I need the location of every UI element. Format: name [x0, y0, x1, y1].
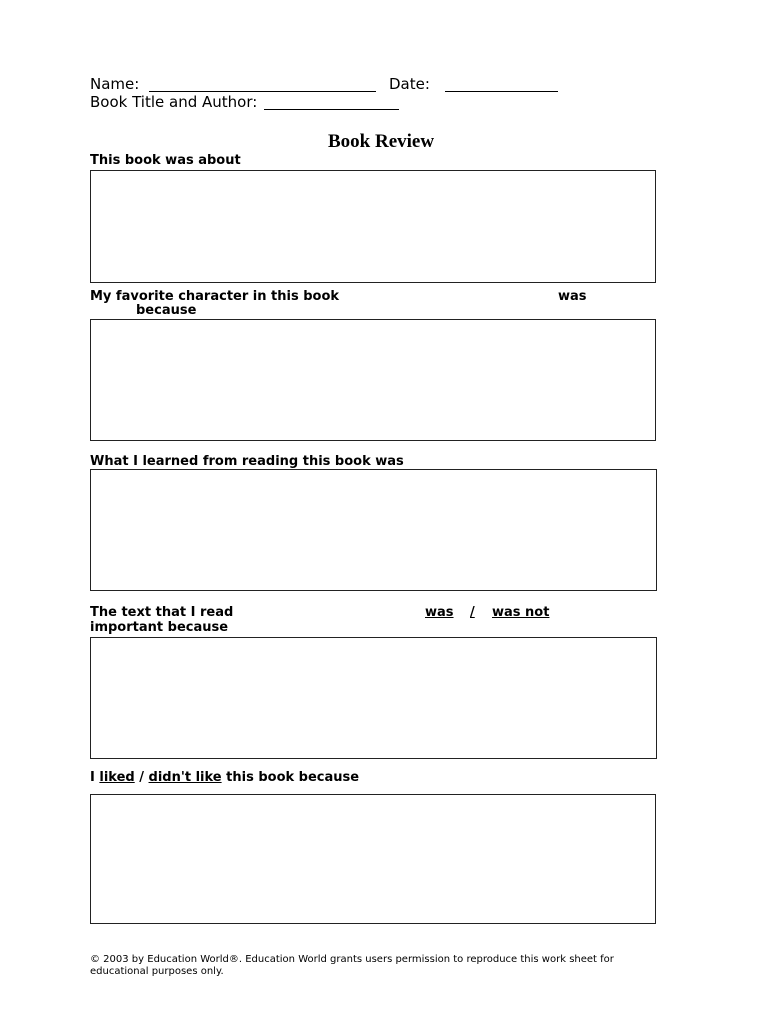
text-was-option[interactable]: was [425, 605, 454, 620]
text-important-label: important because [90, 620, 229, 635]
character-because-label: because [136, 303, 197, 318]
liked-answer-box[interactable] [90, 794, 656, 924]
name-field[interactable] [149, 91, 376, 92]
date-label: Date: [389, 75, 430, 93]
about-answer-box[interactable] [90, 170, 656, 283]
character-answer-box[interactable] [90, 319, 656, 441]
book-title-field[interactable] [264, 109, 399, 110]
character-was-label: was [558, 289, 587, 304]
page-title: Book Review [328, 131, 435, 152]
character-label: My favorite character in this book [90, 289, 340, 304]
liked-prefix: I [90, 770, 95, 785]
text-slash: / [470, 605, 475, 620]
text-label: The text that I read [90, 605, 234, 620]
liked-suffix: this book because [226, 770, 360, 785]
learned-label: What I learned from reading this book was [90, 454, 404, 469]
liked-option[interactable]: liked [99, 770, 135, 785]
didnt-like-option[interactable]: didn't like [148, 770, 222, 785]
copyright-footer: © 2003 by Education World®. Education World grants users permission to reproduce this work sheet for educational purposes only. [90, 954, 614, 977]
book-title-label: Book Title and Author: [90, 93, 258, 111]
about-label: This book was about [90, 153, 241, 168]
text-was-not-option[interactable]: was not [492, 605, 550, 620]
learned-answer-box[interactable] [90, 469, 657, 591]
date-field[interactable] [445, 91, 558, 92]
liked-slash: / [139, 770, 144, 785]
text-answer-box[interactable] [90, 637, 657, 759]
name-label: Name: [90, 75, 140, 93]
liked-label [90, 770, 359, 785]
